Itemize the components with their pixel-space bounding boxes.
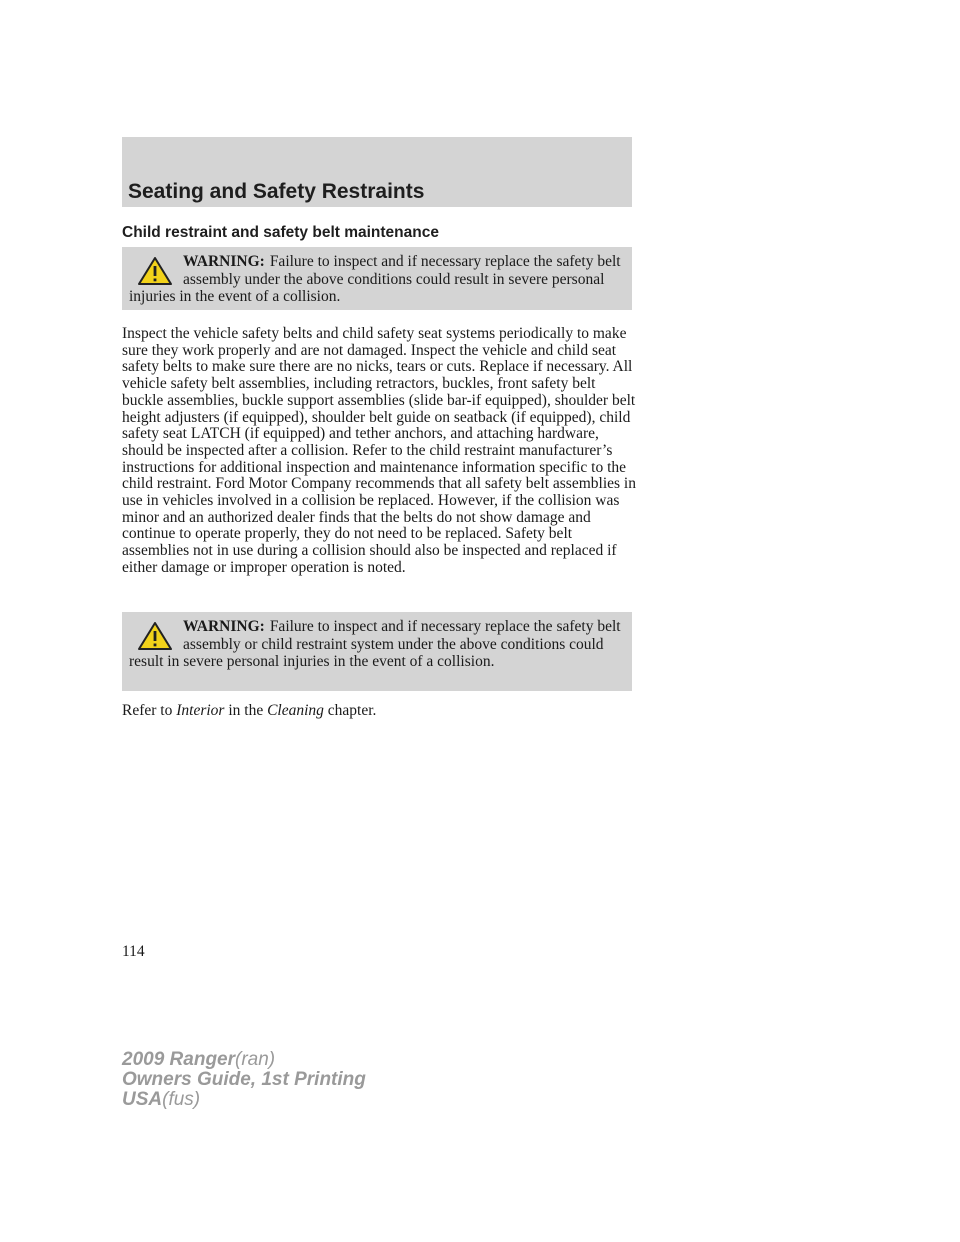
refer-suffix: chapter. [323, 702, 377, 719]
footer-line-3 [122, 1090, 366, 1110]
interior-reference: Interior [176, 702, 225, 719]
footer-market: USA [122, 1089, 163, 1110]
chapter-title: Seating and Safety Restraints [128, 180, 425, 203]
footer-model-code: (ran) [235, 1049, 276, 1070]
footer-line-2 [122, 1070, 366, 1090]
warning-triangle-icon [137, 256, 173, 286]
refer-middle: in the [224, 702, 268, 719]
body-paragraph: Inspect the vehicle safety belts and child safety seat systems periodically to make sure they work properly and are not damaged. Inspect the vehicle and child seat safety belts to make sure there are no nicks, tears or cuts. Replace if necessary. All vehicle safety belt assemblies, including retractors, buckles, front safety belt buckle assemblies, buckle support assemblies (slide bar-if equipped), shoulder belt height adjusters (if equipped), shoulder belt guide on seatback (if equipped), child safety seat LATCH (if equipped) and tether anchors, and attaching hardware, should be inspected after a collision. Refer to the child restraint manufacturer’s instructions for additional inspection and maintenance information specific to the child restraint. Ford Motor Company recommends that all safety belt assemblies in use in vehicles involved in a collision be replaced. However, if the collision was minor and an authorized dealer finds that the belts do not show damage and continue to operate properly, they do not need to be replaced. Safety belt assemblies not in use during a collision should also be inspected and replaced if either damage or improper operation is noted. [122, 325, 636, 576]
footer-line-1 [122, 1050, 366, 1070]
footer-model: 2009 Ranger [122, 1049, 236, 1070]
page-number: 114 [122, 943, 145, 960]
refer-prefix: Refer to [122, 702, 177, 719]
warning-triangle-icon [137, 621, 173, 651]
footer-edition: Owners Guide, 1st Printing [122, 1069, 366, 1090]
warning-label: WARNING: [183, 618, 265, 635]
refer-line [122, 702, 376, 720]
warning-text: Failure to inspect and if necessary replace the safety belt assembly or child restraint system under the above conditions could result in severe personal injuries in the event of a collision. [129, 618, 621, 670]
warning-box-1 [122, 247, 632, 310]
footer [122, 1050, 366, 1110]
section-heading: Child restraint and safety belt maintenance [122, 224, 439, 241]
warning-box-2 [122, 612, 632, 691]
cleaning-reference: Cleaning [267, 702, 324, 719]
warning-label: WARNING: [183, 253, 265, 270]
footer-market-code: (fus) [162, 1089, 201, 1110]
warning-text: Failure to inspect and if necessary replace the safety belt assembly under the above conditions could result in severe personal injuries in the event of a collision. [129, 253, 621, 305]
